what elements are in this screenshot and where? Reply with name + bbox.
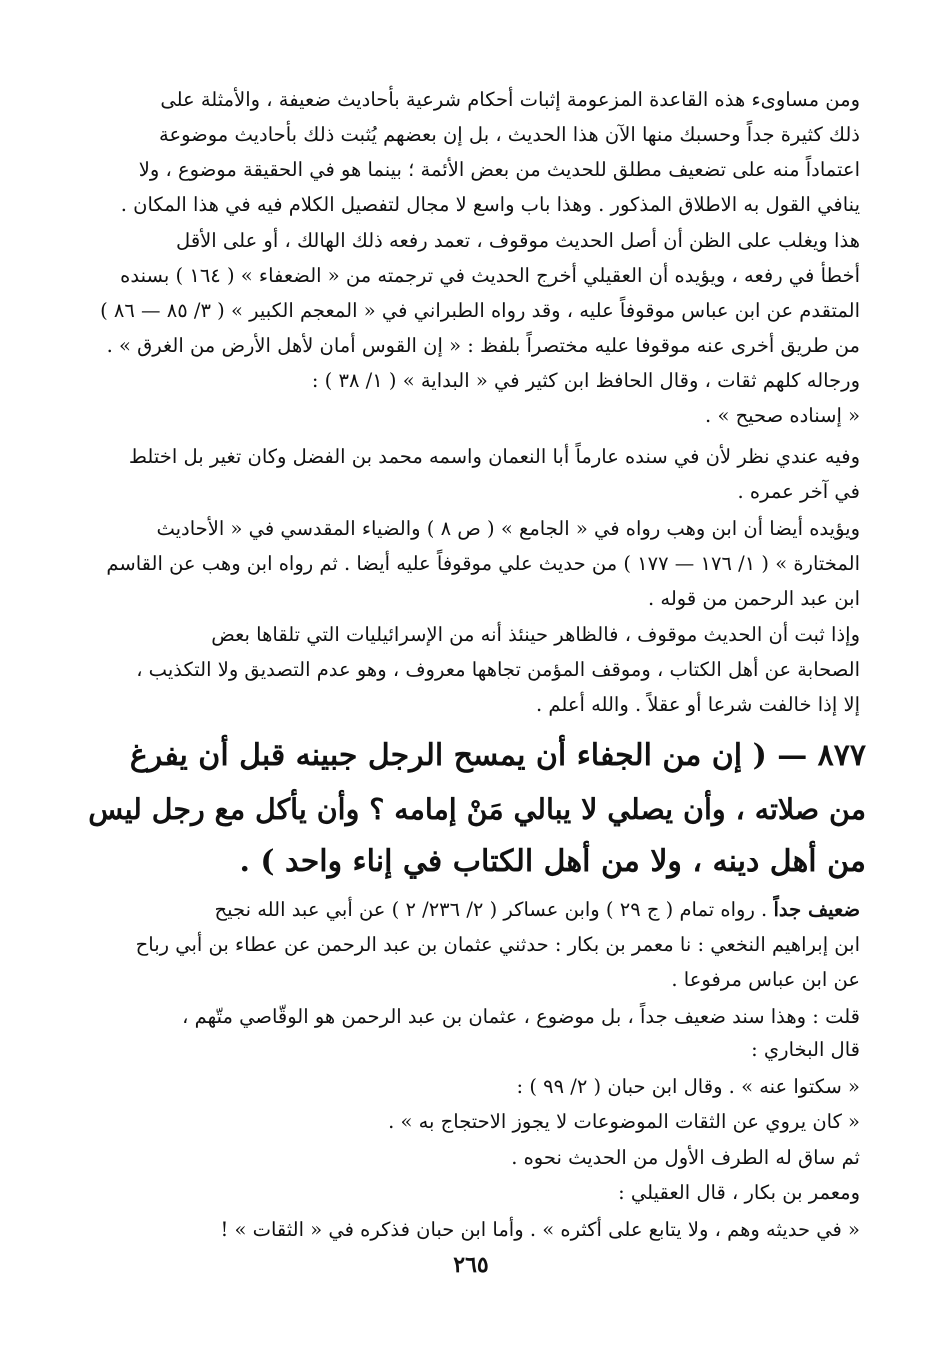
text-line: قال البخاري : [751, 1038, 860, 1061]
text-line: عن ابن عباس مرفوعا . [671, 968, 860, 991]
text-line: ثم ساق له الطرف الأول من الحديث نحوه . [511, 1146, 860, 1169]
text-line: ابن عبد الرحمن من قوله . [647, 587, 860, 610]
text-line: في آخر عمره . [737, 480, 860, 503]
text-line: إلا إذا خالفت شرعا أو عقلاً . والله أعلم . [535, 693, 860, 716]
text-line: وإذا ثبت أن الحديث موقوف ، فالظاهر حينئذ أنه من الإسرائيليات التي تلقاها بعض [211, 623, 860, 646]
text-line: اعتماداً منه على تضعيف مطلق للحديث من بعض الأئمة ؛ بينما هو في الحقيقة موضوع ، ولا [138, 158, 860, 181]
text-line: « كان يروي عن الثقات الموضوعات لا يجوز الاحتجاج به » . [388, 1110, 860, 1133]
text-line: ومن مساوىء هذه القاعدة المزعومة إثبات أحكام شرعية بأحاديث ضعيفة ، والأمثلة على [160, 88, 860, 111]
hadith-grade: ضعيف جداً [773, 898, 860, 921]
text-line: وفيه عندي نظر لأن في سنده عارماً أبا النعمان واسمه محمد بن الفضل وكان تغير بل اختلط [128, 445, 860, 468]
text-line: قلت : وهذا سند ضعيف جداً ، بل موضوع ، عثمان بن عبد الرحمن هو الوقّاصي متّهم ، [182, 1005, 860, 1028]
text-line: ورجاله كلهم ثقات ، وقال الحافظ ابن كثير في « البداية » ( ١/ ٣٨ ) : [311, 369, 860, 392]
text-line: المتقدم عن ابن عباس موقوفاً عليه ، وقد رواه الطبراني في « المعجم الكبير » ( ٣/ ٨٥ — ٨٦ ) [100, 299, 860, 322]
text-line: ذلك كثيرة جداً وحسبك منها الآن هذا الحديث ، بل إن بعضهم يُثبت ذلك بأحاديث موضوعة [159, 123, 860, 146]
text-line: ومعمر بن بكار ، قال العقيلي : [618, 1181, 860, 1204]
text-line: أخطأ في رفعه ، ويؤيده أن العقيلي أخرج الحديث في ترجمته من « الضعفاء » ( ١٦٤ ) بسنده [120, 264, 860, 287]
text-line: « في حديثه وهم ، ولا يتابع على أكثره » . وأما ابن حبان فذكره في « الثقات » ! [220, 1218, 860, 1241]
page-number: ٢٦٥ [453, 1252, 489, 1278]
hadith-heading-line: من أهل دينه ، ولا من أهل الكتاب في إناء واحد ) . [239, 844, 866, 879]
text-line: ينافي القول به الاطلاق المذكور . وهذا باب واسع لا مجال لتفصيل الكلام فيه في هذا المكان . [120, 193, 860, 216]
text-line: المختارة » ( ١/ ١٧٦ — ١٧٧ ) من حديث علي موقوفاً عليه أيضا . ثم رواه ابن وهب عن القاسم [106, 552, 860, 575]
text-line: هذا ويغلب على الظن أن أصل الحديث موقوف ، تعمد رفعه ذلك الهالك ، أو على الأقل [176, 229, 860, 252]
hadith-heading-line: ٨٧٧ — ( إن من الجفاء أن يمسح الرجل جبينه قبل أن يفرغ [129, 738, 866, 773]
hadith-heading-line: من صلاته ، وأن يصلي لا يبالي مَنْ إمامه ؟ وأن يأكل مع رجل ليس [88, 792, 866, 826]
text-line: من طريق أخرى عنه موقوفا عليه مختصراً بلفظ : « إن القوس أمان لأهل الأرض من الغرق » . [106, 334, 860, 357]
text-line: ابن إبراهيم النخعي : نا معمر بن بكار : حدثني عثمان بن عبد الرحمن عن عطاء بن أبي رباح [135, 933, 860, 956]
text-line: الصحابة عن أهل الكتاب ، وموقف المؤمن تجاهها معروف ، وهو عدم التصديق ولا التكذيب ، [136, 658, 860, 681]
text-span: . رواه تمام ( ج ٢٩ ) وابن عساكر ( ٢/ ٢٣٦/ ٢ ) عن أبي عبد الله نجيح [214, 898, 774, 921]
text-line: « إسناده صحيح » . [705, 404, 860, 427]
text-line: ويؤيده أيضا أن ابن وهب رواه في « الجامع » ( ص ٨ ) والضياء المقدسي في « الأحاديث [156, 517, 860, 540]
text-line: « سكتوا عنه » . وقال ابن حبان ( ٢/ ٩٩ ) : [516, 1075, 860, 1098]
commentary-first-line [215, 898, 860, 921]
